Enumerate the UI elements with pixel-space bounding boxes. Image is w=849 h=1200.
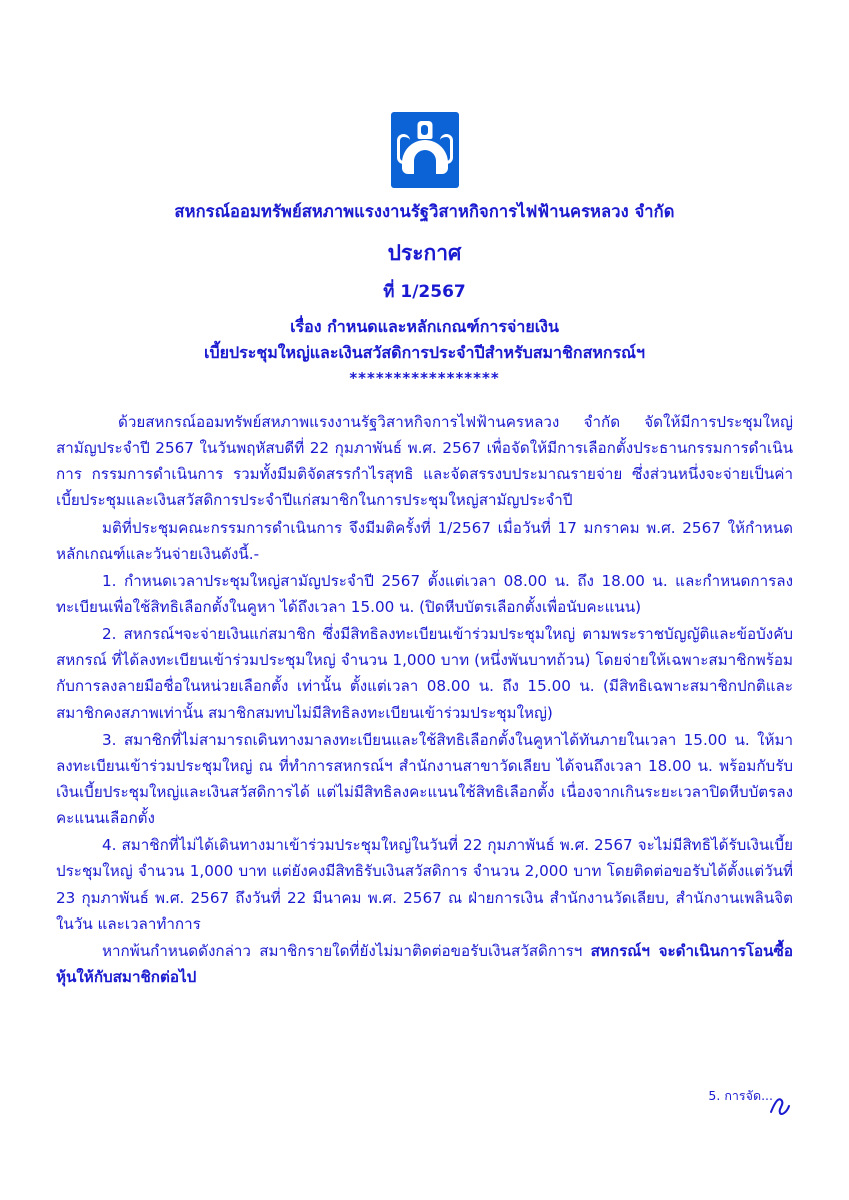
document-number: ที่ 1/2567 [383, 282, 466, 302]
document-title: ประกาศ [387, 241, 462, 265]
paragraph-closing [56, 938, 793, 990]
closing-text-normal: หากพ้นกำหนดดังกล่าว สมาชิกรายใดที่ยังไม่มาติดต่อขอรับเงินสวัสดิการฯ [102, 941, 591, 960]
paragraph-item-4: 4. สมาชิกที่ไม่ได้เดินทางมาเข้าร่วมประชุมใหญ่ในวันที่ 22 กุมภาพันธ์ พ.ศ. 2567 จะไม่มีสิทธิได้รับเงินเบี้ยประชุมใหญ่ จำนวน 1,000 บาท แต่ยังคงมีสิทธิรับเงินสวัสดิการ จำนวน 2,000 บาท โดยติดต่อขอรับได้ตั้งแต่วันที่ 23 กุมภาพันธ์ พ.ศ. 2567 ถึงวันที่ 22 มีนาคม พ.ศ. 2567 ณ ฝ่ายการเงิน สำนักงานวัดเลียบ, สำนักงานเพลินจิต ในวัน และเวลาทำการ [56, 836, 793, 933]
paragraph-item-3: 3. สมาชิกที่ไม่สามารถเดินทางมาลงทะเบียนและใช้สิทธิเลือกตั้งในคูหาได้ทันภายในเวลา 15.00 น. ให้มาลงทะเบียนเข้าร่วมประชุมใหญ่ ณ ที่ทำการสหกรณ์ฯ สำนักงานสาขาวัดเลียบ ได้จนถึงเวลา 18.00 น. พร้อมกับรับเงินเบี้ยประชุมใหญ่และเงินสวัสดิการได้ แต่ไม่มีสิทธิลงคะแนนใช้สิทธิเลือกตั้ง เนื่องจากเกินระยะเวลาปิดหีบบัตรลงคะแนนเลือกตั้ง [56, 730, 793, 828]
paragraph-resolution: มติที่ประชุมคณะกรรมการดำเนินการ จึงมีมติครั้งที่ 1/2567 เมื่อวันที่ 17 มกราคม พ.ศ. 2567 ให้กำหนดหลักเกณฑ์และวันจ่ายเงินดังนี้.- [56, 518, 793, 563]
cooperative-emblem-icon [391, 112, 459, 188]
emblem-head-shape [417, 121, 432, 139]
divider-asterisks: ***************** [349, 369, 500, 387]
document-subject-line-1: เรื่อง กำหนดและหลักเกณฑ์การจ่ายเงิน [290, 317, 559, 336]
document-body [56, 409, 793, 990]
logo-container [56, 0, 793, 188]
document-subject-line-2: เบี้ยประชุมใหญ่และเงินสวัสดิการประจำปีสำหรับสมาชิกสหกรณ์ฯ [203, 343, 645, 362]
paragraph-item-2: 2. สหกรณ์ฯจะจ่ายเงินแก่สมาชิก ซึ่งมีสิทธิลงทะเบียนเข้าร่วมประชุมใหญ่ ตามพระราชบัญญัติและข้อบังคับสหกรณ์ ที่ได้ลงทะเบียนเข้าร่วมประชุมใหญ่ จำนวน 1,000 บาท (หนึ่งพันบาทถ้วน) โดยจ่ายให้เฉพาะสมาชิกพร้อมกับการลงลายมือชื่อในหน่วยเลือกตั้ง เท่านั้น ตั้งแต่เวลา 08.00 น. ถึง 15.00 น. (มีสิทธิเฉพาะสมาชิกปกติและสมาชิกคงสภาพเท่านั้น สมาชิกสมทบไม่มีสิทธิลงทะเบียนเข้าร่วมประชุมใหญ่) [56, 625, 793, 722]
page-continuation-note: 5. การจัด... [708, 1088, 773, 1103]
closing-text-bold: สหกรณ์ฯ จะดำเนินการโอนซื้อหุ้นให้กับสมาชิกต่อไป [56, 941, 793, 986]
organization-name: สหกรณ์ออมทรัพย์สหภาพแรงงานรัฐวิสาหกิจการไฟฟ้านครหลวง จำกัด [174, 202, 675, 221]
paragraph-item-1: 1. กำหนดเวลาประชุมใหญ่สามัญประจำปี 2567 ตั้งแต่เวลา 08.00 น. ถึง 18.00 น. และกำหนดการลงทะเบียนเพื่อใช้สิทธิเลือกตั้งในคูหา ได้ถึงเวลา 15.00 น. (ปิดหีบบัตรเลือกตั้งเพื่อนับคะแนน) [56, 571, 793, 616]
paragraph-intro: ด้วยสหกรณ์ออมทรัพย์สหภาพแรงงานรัฐวิสาหกิจการไฟฟ้านครหลวง จำกัด จัดให้มีการประชุมใหญ่สามัญประจำปี 2567 ในวันพฤหัสบดีที่ 22 กุมภาพันธ์ พ.ศ. 2567 เพื่อจัดให้มีการเลือกตั้งประธานกรรมการดำเนินการ กรรมการดำเนินการ รวมทั้งมีมติจัดสรรกำไรสุทธิ และจัดสรรงบประมาณรายจ่าย ซึ่งส่วนหนึ่งจะจ่ายเป็นค่าเบี้ยประชุมและเงินสวัสดิการประจำปีแก่สมาชิกในการประชุมใหญ่สามัญประจำปี [56, 413, 793, 510]
handwritten-signature-icon [767, 1092, 793, 1118]
